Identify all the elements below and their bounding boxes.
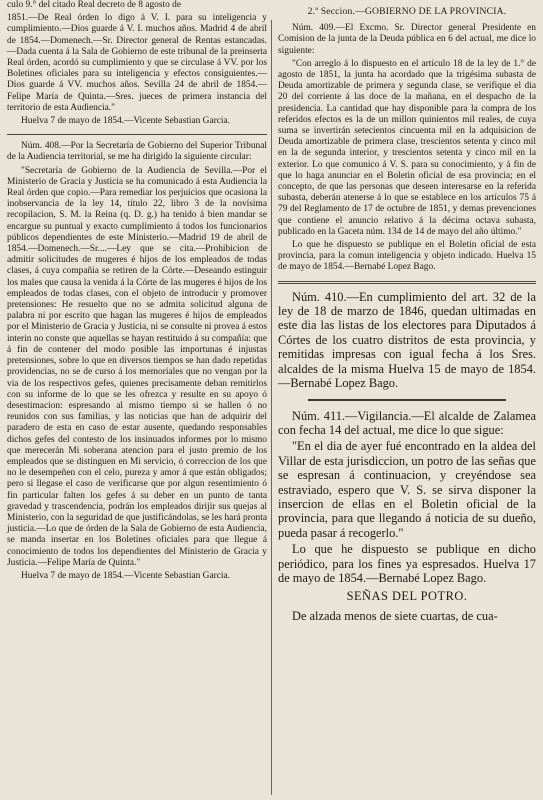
potro-heading: SEÑAS DEL POTRO. [346,589,468,604]
continuation-body: 1851.—De Real órden lo digo á V. I. para su inteligencia y cumplimiento.—Dios guarde á V. I. muchos años. Madrid 4 de abril de 1854.—Domenech.—Sr. Director general de Rentas estancadas.—Dada cuenta á la Sala de Gobierno de este tribunal de la preinserta Real órden, acordó su cumplimiento y que se circulase á VV. por los Boletines oficiales para su inteligencia y efectos consiguientes.—Dios guarde á VV. muchos años. Sevilla 24 de abril de 1854.—Felipe María de Quinta.—Sres. jueces de primera instancia del territorio de esta Audiencia." [7,13,267,113]
notice-408-body: "Secretaría de Gobierno de la Audiencia de Sevilla.—Por el Ministerio de Gracia y Justicia se ha comunicado á esta Audiencia la Real órden que copio.—Para remediar los perjuicios que ocasiona la inobservancia de la ley 14, título 22, libro 3 de la novísima recopilacion, S. M. la Reina (q. D. g.) ha tenido á bien mandar se encargue su puntual y exacto cumplimiento á todos los funcionarios públicos dependientes de este Ministerio.—Madrid 19 de abril de 1854.—Domenech.—Sr....—Ley que se cita.—Prohibicion de admitir solicitudes de mugeres é hijos de los empleados de todas clases, á cuya compañía se retiren de la Córte.—Deseando estinguir los males que causa la venida á la Córte de las mugeres é hijos de los empleados de todas clases, con el objeto de introducir y promover pretensiones: He resuelto que no se admita solicitud alguna de palabra ni por escrito que hagan las mugeres é hijos de empleados por el Ministerio de Gracia y Justicia, ni se consulte ni provea á estos interin no conste que aquellas se hayan restituido á su compañía: que á fin de contener del modo posible las importunas é injustas pretensiones, sobre lo que en diversos tiempos se han dado repetidas providencias, no se de curso á los memoriales que no vengan por la via de los respectivos gefes, quienes precisamente deban remitirlos con su informe de lo que se les ofrezca y resulte en su apoyo ó desestimacion: espresando al mismo tiempo si se hallen ó no reunidos con sus familias, y las noticias que han de adquirir del paradero de esta en caso de estar ausente, quedando responsables dichos gefes del contesto de los insinuados informes por lo mismo que merecerán Mi soberana atencion para el justo premio de los empleados que se distinguen en Mi servicio, ó correccion de los que no le desempeñen con el celo, pureza y amor á que están obligados; pero si llegase el caso de verificarse que por algun resentimiento ó fin particular falten los gefes á su deber en un punto de tanta gravedad y trascendencia, podrán los empleados dirijir sus quejas al Ministerio, con la seguridad de que justificándolas, se les hará pronta justicia.—Lo que de órden de la Sala de Gobierno de esta Audiencia, se manda insertar en los Boletines oficiales para que llegue á conocimiento de todos los dependientes del Ministerio de Gracia y Justicia.—Felipe María de Quinta." [7,165,267,568]
continuation-signature: Huelva 7 de mayo de 1854.—Vicente Sebastian Garcia. [21,116,231,127]
potro-description: De alzada menos de siete cuartas, de cua- [292,608,498,623]
notice-411-intro: Núm. 411.—Vigilancia.—El alcalde de Zalamea con fecha 14 del actual, me dice lo que sigue: [278,408,536,437]
notice-409-body: "Con arreglo á lo dispuesto en el artículo 18 de la ley de 1.° de agosto de 1851, la junta ha acordado que la trigésima subasta de Deuda amortizable de primera y segunda clase, se verifique el dia 20 del corriente á las doce de la mañana, en el despacho de la presidencia. La cantidad que hay disponible para la compra de los referidos efectos es la de un millon quinientos mil reales, de cuya suma se invertirán setecientos cincuenta mil en la adquisicion de Deuda amortizable de primera clase, trescientos setenta y cinco mil en la de segunda interior, y trescientos setenta y cinco mil en la exterior. Lo que comunico á V. S. para su conocimiento, y á fin de que lo haga anunciar en el Boletin oficial de esa provincia; en el concepto, de que las personas que deseen interesarse en la referida subasta, deberán atenerse á lo que se establece en los artículos 75 á 79 del Reglamento de 17 de octubre de 1851, y demas prevenciones que contiene el anuncio relativo á la décima octava subasta, publicado en la Gaceta núm. 134 de 14 de mayo del año último." [278,58,536,237]
notice-408-intro: Núm. 408.—Por la Secretaría de Gobierno del Superior Tribunal de la Audiencia territorial, se me ha dirigido la siguiente circular: [7,141,267,163]
notice-410-text: Núm. 410.—En cumplimiento del art. 32 de la ley de 18 de marzo de 1846, quedan ultimadas en este dia las listas de los electores para Diputados á Córtes de los cuatro distritos de esta provincia, y remitidas impresas con igual fecha á los Sres. alcaldes de la misma Huelva 15 de mayo de 1854.—Bernabé Lopez Bago. [278,289,536,391]
notice-409-intro: Núm. 409.—El Excmo. Sr. Director general Presidente en Comision de la junta de la Deuda pública en 6 del actual, me dice lo siguiente: [278,23,536,56]
notice-411-body: "En el dia de ayer fué encontrado en la aldea del Villar de esta jurisdiccion, un potro de las señas que se espresan á continuacion, y creyéndose sea estraviado, espero que V. S. se sirva disponer la insercion de ellas en el Boletin oficial de la provincia, para que llegando á noticia de su dueño, pueda pasar á recogerlo." [278,439,536,540]
continuation-first-line: culo 9.° del citado Real decreto de 8 agosto de [7,0,182,10]
right-column [278,0,536,625]
notice-409-closing: Lo que he dispuesto se publique en el Boletin oficial de esta provincia, para la comun inteligencia y objeto indicado. Huelva 15 de mayo de 1854.—Bernabé Lopez Bago. [278,240,536,273]
separator [278,281,536,284]
separator [7,134,267,135]
left-column [7,0,267,584]
column-divider [271,20,272,795]
notice-411-closing: Lo que he dispuesto se publique en dicho periódico, para los fines ya espresados. Huelva 17 de mayo de 1854.—Bernabé Lopez Bago. [278,542,536,585]
notice-408-signature: Huelva 7 de mayo de 1854.—Vicente Sebastian Garcia. [21,570,231,581]
section-title: 2.ª Seccion.—GOBIERNO DE LA PROVINCIA. [307,6,507,17]
separator [308,399,506,401]
